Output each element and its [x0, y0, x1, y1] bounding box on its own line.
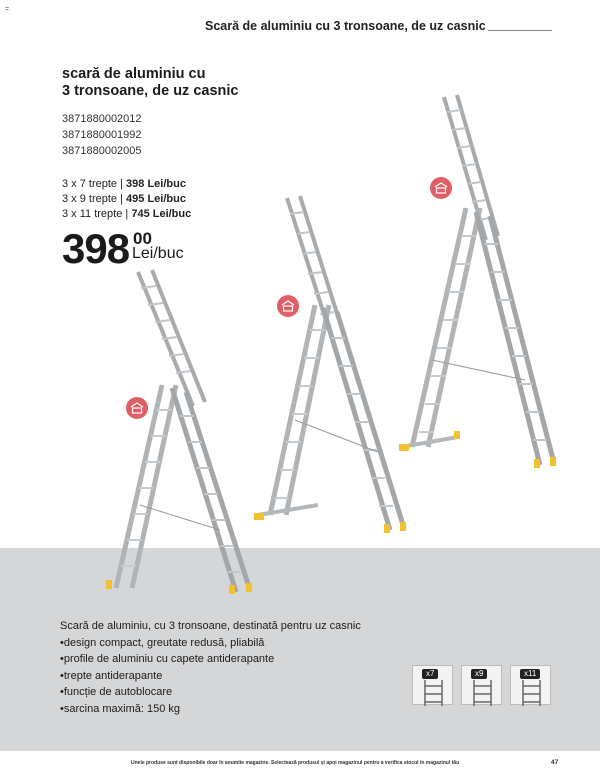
- page-header-title: Scară de aluminiu cu 3 tronsoane, de uz casnic: [205, 19, 486, 33]
- feature-item: • profile de aluminiu cu capete antiderapante: [60, 651, 361, 668]
- description-intro: Scară de aluminiu, cu 3 tronsoane, destinată pentru uz casnic: [60, 620, 361, 632]
- variant-row: 3 x 7 trepte | 398 Lei/buc: [62, 178, 186, 190]
- home-basket-icon: [126, 397, 148, 419]
- product-code: 3871880001992: [62, 129, 142, 141]
- feature-item: • design compact, greutate redusă, pliabilă: [60, 635, 361, 652]
- feature-list: [60, 635, 361, 718]
- price-decimals: 00: [133, 229, 152, 248]
- home-basket-icon: [277, 295, 299, 317]
- product-title-line1: scară de aluminiu cu: [62, 66, 206, 82]
- steps-count-label: x11: [520, 669, 540, 679]
- feature-item: • trepte antiderapante: [60, 668, 361, 685]
- product-description: [60, 618, 361, 717]
- ladder-11-steps: [399, 95, 556, 468]
- price-unit: Lei/buc: [132, 245, 184, 262]
- steps-x11-icon: [510, 665, 551, 705]
- product-title-line2: 3 tronsoane, de uz casnic: [62, 83, 239, 99]
- variant-label: 3 x 9 trepte: [62, 193, 118, 205]
- variant-price: 398 Lei/buc: [126, 178, 186, 190]
- ladder-7-steps: [106, 270, 252, 594]
- ladder-9-steps: [254, 196, 406, 533]
- availability-note: Unele produse sunt disponibile doar în anumite magazine. Selectează produsul și apoi magazinul pentru a verifica stocul în magazinul tău: [131, 760, 460, 766]
- home-basket-icon: [430, 177, 452, 199]
- steps-count-label: x9: [471, 669, 487, 679]
- price-integer: 398: [62, 225, 130, 272]
- feature-item: • funcție de autoblocare: [60, 684, 361, 701]
- steps-x9-icon: [461, 665, 502, 705]
- variant-label: 3 x 11 trepte: [62, 208, 123, 220]
- corner-mark: =: [5, 6, 10, 13]
- feature-item: • sarcina maximă: 150 kg: [60, 701, 361, 718]
- variant-row: 3 x 9 trepte | 495 Lei/buc: [62, 193, 186, 205]
- variant-label: 3 x 7 trepte: [62, 178, 118, 190]
- page-number: 47: [551, 759, 559, 766]
- steps-count-label: x7: [422, 669, 438, 679]
- product-code: 3871880002005: [62, 145, 142, 157]
- steps-x7-icon: [412, 665, 453, 705]
- variant-row: 3 x 11 trepte | 745 Lei/buc: [62, 208, 192, 220]
- variant-price: 745 Lei/buc: [131, 208, 192, 220]
- variant-price: 495 Lei/buc: [126, 193, 186, 205]
- product-code: 3871880002012: [62, 113, 142, 125]
